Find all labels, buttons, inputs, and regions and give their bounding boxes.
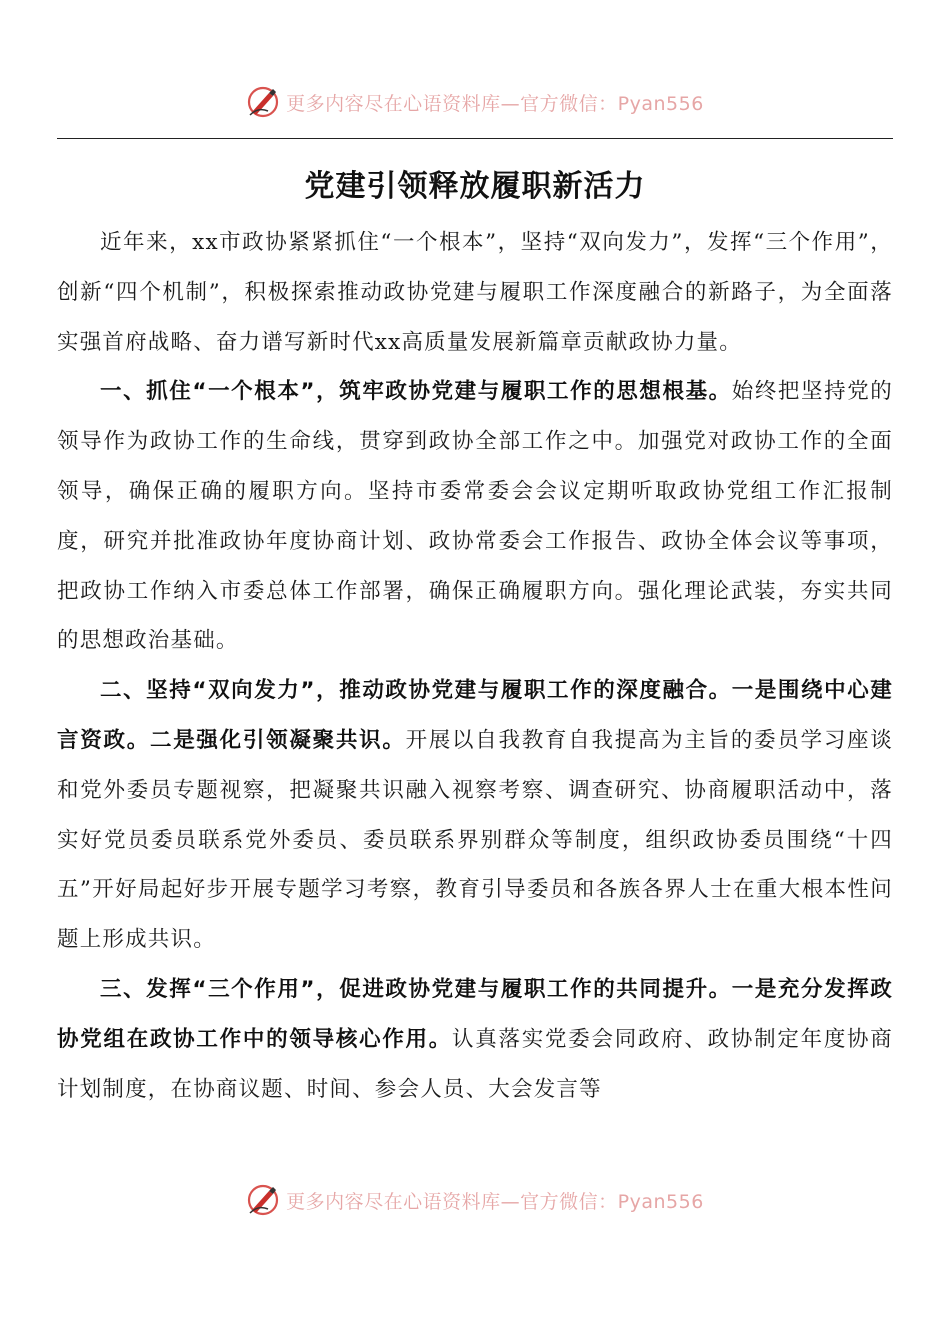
watermark-text: 更多内容尽在心语资料库—官方微信：Pyan556: [286, 92, 704, 115]
document-body: [57, 218, 893, 1114]
header-divider: [57, 138, 893, 139]
section-3-body: 认真落实党委会同政府、政协制定年度协商计划制度，在协商议题、时间、参会人员、大会发言等: [57, 1026, 893, 1102]
section-2-paragraph: [57, 666, 893, 965]
pen-circle-logo-icon: [246, 1183, 280, 1217]
header-watermark: [0, 84, 950, 120]
section-1-heading: 一、抓住“一个根本”，筑牢政协党建与履职工作的思想根基。: [100, 379, 732, 405]
section-2-point-2: 二是强化引领凝聚共识。: [149, 727, 406, 753]
section-3-paragraph: [57, 965, 893, 1114]
section-2-heading: 二、坚持“双向发力”，推动政协党建与履职工作的深度融合。: [100, 678, 732, 704]
watermark-text: 更多内容尽在心语资料库—官方微信：Pyan556: [286, 1190, 704, 1213]
page-title: 党建引领释放履职新活力: [304, 169, 646, 205]
pen-circle-logo-icon: [246, 85, 280, 119]
footer-watermark: [0, 1182, 950, 1218]
section-1-body: 始终把坚持党的领导作为政协工作的生命线，贯穿到政协全部工作之中。加强党对政协工作的全面领导，确保正确的履职方向。坚持市委常委会会议定期听取政协党组工作汇报制度，研究并批准政协年度协商计划、政协常委会工作报告、政协全体会议等事项，把政协工作纳入市委总体工作部署，确保正确履职方向。强化理论武装，夯实共同的思想政治基础。: [57, 379, 893, 654]
section-2-point-1: 一是围绕中心建言资政。: [57, 678, 893, 753]
section-1-paragraph: [57, 367, 893, 666]
section-3-point-1: 一是充分发挥政协党组在政协工作中的领导核心作用。: [57, 976, 893, 1052]
section-3-heading: 三、发挥“三个作用”，促进政协党建与履职工作的共同提升。: [100, 976, 732, 1002]
intro-paragraph: 近年来，xx市政协紧紧抓住“一个根本”，坚持“双向发力”，发挥“三个作用”，创新“四个机制”，积极探索推动政协党建与履职工作深度融合的新路子，为全面落实强首府战略、奋力谱写新时代xx高质量发展新篇章贡献政协力量。: [57, 230, 893, 355]
section-2-body: 开展以自我教育自我提高为主旨的委员学习座谈和党外委员专题视察，把凝聚共识融入视察考察、调查研究、协商履职活动中，落实好党员委员联系党外委员、委员联系界别群众等制度，组织政协委员围绕“十四五”开好局起好步开展专题学习考察，教育引导委员和各族各界人士在重大根本性问题上形成共识。: [57, 727, 893, 953]
